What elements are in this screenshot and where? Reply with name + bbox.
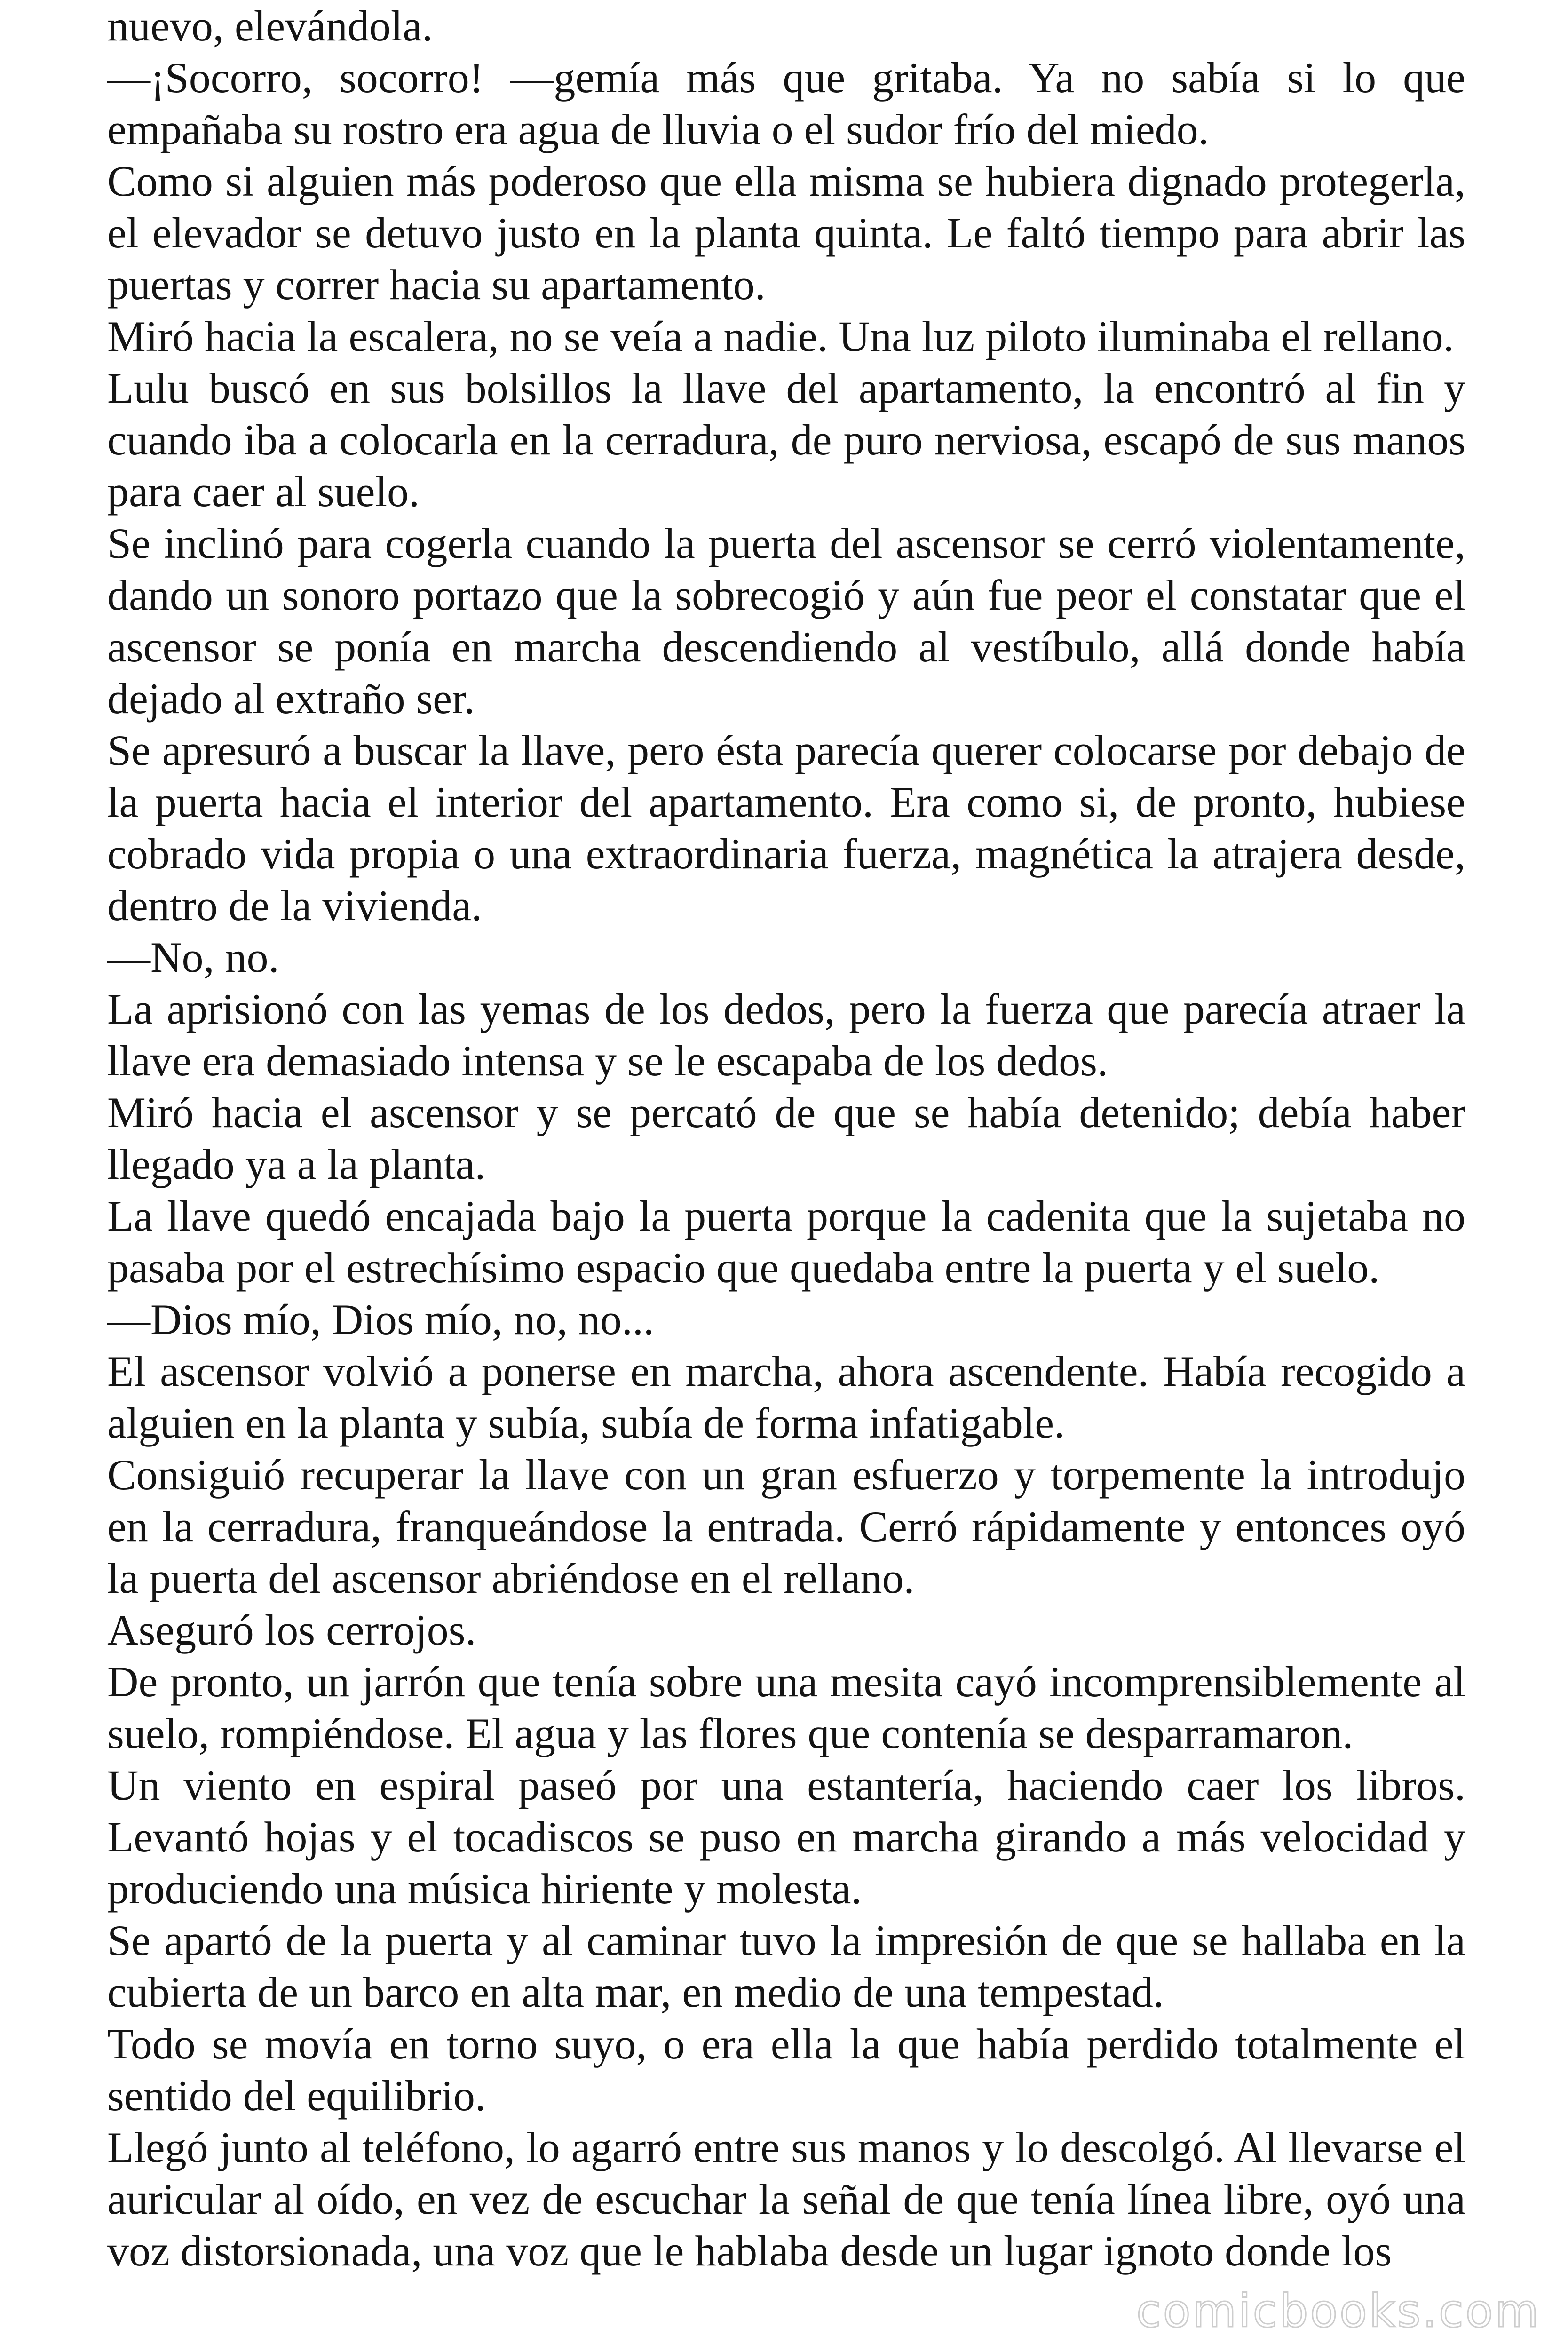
paragraph-6: Se inclinó para cogerla cuando la puerta del ascensor se cerró violentamente, dando un sonoro portazo que la sobrecogió y aún fue peor el constatar que el ascensor se ponía en marcha descendiendo al vestíbulo, allá donde había dejado al extraño ser. <box>107 519 1465 723</box>
paragraph-18: Se apartó de la puerta y al caminar tuvo la impresión de que se hallaba en la cubierta de un barco en alta mar, en medio de una tempestad. <box>107 1916 1465 2016</box>
document-page <box>107 0 1465 2314</box>
paragraph-16: De pronto, un jarrón que tenía sobre una mesita cayó incomprensiblemente al suelo, rompiéndose. El agua y las flores que contenía se desparramaron. <box>107 1658 1465 1757</box>
paragraph-20: Llegó junto al teléfono, lo agarró entre sus manos y lo descolgó. Al llevarse el auricular al oído, en vez de escuchar la señal de que tenía línea libre, oyó una voz distorsionada, una voz que le hablaba desde un lugar ignoto donde los <box>107 2123 1465 2275</box>
paragraph-19: Todo se movía en torno suyo, o era ella la que había perdido totalmente el sentido del equilibrio. <box>107 2020 1465 2120</box>
paragraph-3: Como si alguien más poderoso que ella misma se hubiera dignado protegerla, el elevador se detuvo justo en la planta quinta. Le faltó tiempo para abrir las puertas y correr hacia su apartamento. <box>107 157 1465 309</box>
paragraph-11: La llave quedó encajada bajo la puerta porque la cadenita que la sujetaba no pasaba por el estrechísimo espacio que quedaba entre la puerta y el suelo. <box>107 1192 1465 1292</box>
paragraph-1: nuevo, elevándola. <box>107 2 433 50</box>
paragraph-10: Miró hacia el ascensor y se percató de que se había detenido; debía haber llegado ya a la planta. <box>107 1089 1465 1188</box>
paragraph-14: Consiguió recuperar la llave con un gran esfuerzo y torpemente la introdujo en la cerradura, franqueándose la entrada. Cerró rápidamente y entonces oyó la puerta del ascensor abriéndose en el rellano. <box>107 1451 1465 1602</box>
paragraph-7: Se apresuró a buscar la llave, pero ésta parecía querer colocarse por debajo de la puerta hacia el interior del apartamento. Era como si, de pronto, hubiese cobrado vida propia o una extraordinaria fuerza, magnética la atrajera desde, dentro de la vivienda. <box>107 726 1465 930</box>
paragraph-9: La aprisionó con las yemas de los dedos, pero la fuerza que parecía atraer la llave era demasiado intensa y se le escapaba de los dedos. <box>107 985 1465 1085</box>
paragraph-12: —Dios mío, Dios mío, no, no... <box>107 1295 654 1343</box>
paragraph-15: Aseguró los cerrojos. <box>107 1606 476 1654</box>
paragraph-13: El ascensor volvió a ponerse en marcha, ahora ascendente. Había recogido a alguien en la planta y subía, subía de forma infatigable. <box>107 1347 1465 1447</box>
paragraph-2: —¡Socorro, socorro! —gemía más que gritaba. Ya no sabía si lo que empañaba su rostro era agua de lluvia o el sudor frío del miedo. <box>107 54 1465 153</box>
paragraph-5: Lulu buscó en sus bolsillos la llave del apartamento, la encontró al fin y cuando iba a colocarla en la cerradura, de puro nerviosa, escapó de sus manos para caer al suelo. <box>107 364 1465 516</box>
paragraph-8: —No, no. <box>107 933 279 981</box>
paragraph-4: Miró hacia la escalera, no se veía a nadie. Una luz piloto iluminaba el rellano. <box>107 312 1454 360</box>
site-watermark: comicbooks.com <box>1136 2285 1541 2337</box>
paragraph-17: Un viento en espiral paseó por una estantería, haciendo caer los libros. Levantó hojas y el tocadiscos se puso en marcha girando a más velocidad y produciendo una música hiriente y molesta. <box>107 1761 1465 1913</box>
